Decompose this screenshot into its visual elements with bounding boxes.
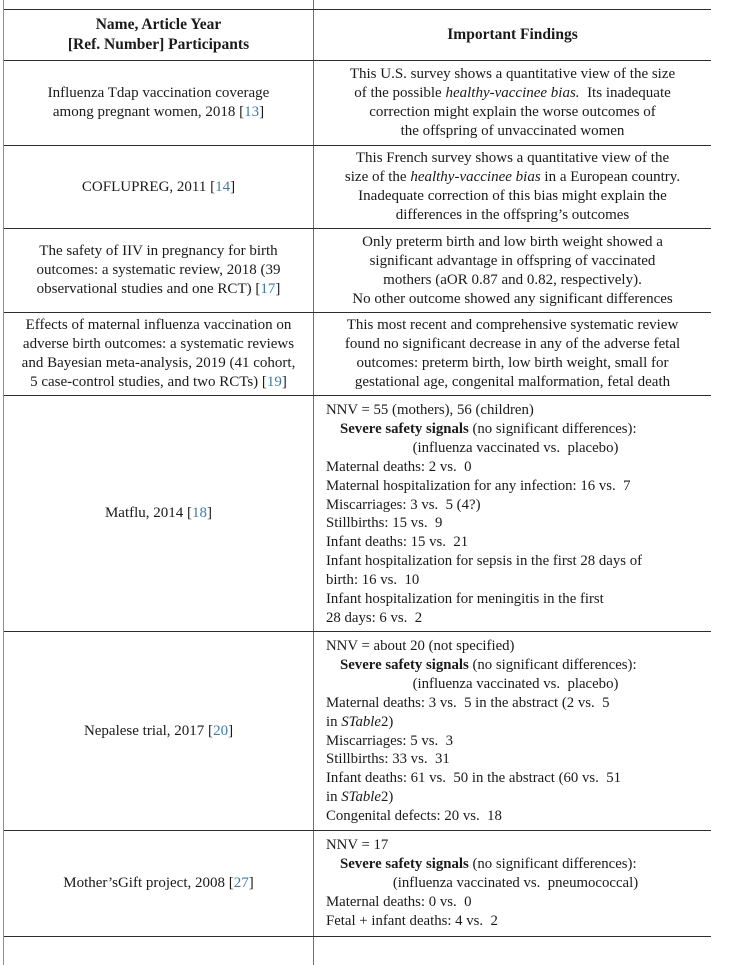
text-segment: birth: 16 vs. 10 [326,572,420,589]
text-segment: NNV = about 20 (not specified) [326,638,515,654]
text-line [316,84,709,103]
text-line [326,912,705,931]
text-segment: Congenital defects: 20 vs. 18 [326,808,502,825]
reference-link[interactable]: 14 [215,178,231,195]
study-cell [4,61,314,145]
text-segment: ] [230,178,236,195]
text-segment: ] [281,374,287,390]
table-row-sliver [4,0,711,9]
text-segment: Infant hospitalization for sepsis in the first 28 days of [326,553,643,570]
text-segment: Effects of maternal influenza vaccination on [25,317,292,333]
table-row-iiv-safety-review [4,228,711,312]
text-segment: ] [248,875,254,891]
header-findings-label: Important Findings [447,26,578,43]
text-line [326,855,705,874]
text-line [326,694,705,713]
text-line [39,242,277,261]
text-segment: This French survey shows a quantitative view of the [355,150,670,166]
study-cell [4,313,314,395]
text-segment: and Bayesian meta-analysis, 2019 (41 cohort, [21,355,296,371]
table-row-mothers-gift [4,830,711,936]
text-segment: Its inadequate [579,85,671,101]
text-line [316,65,709,84]
text-line [316,252,709,271]
text-segment: Maternal deaths: 0 vs. 0 [326,893,472,910]
text-line [316,149,709,168]
study-cell [4,146,314,228]
text-line [316,290,709,309]
findings-cell [314,61,711,145]
text-line [23,335,294,354]
text-segment: differences in the offspring’s outcomes [395,207,630,223]
table-row-coflupreg [4,145,711,228]
table-row-nepalese-trial [4,631,711,830]
text-segment: This U.S. survey shows a quantitative view of the size [349,66,676,82]
text-segment: mothers (aOR 0.87 and 0.82, respectively). [383,271,642,288]
text-line [326,533,705,552]
text-line [326,609,705,628]
article-table [3,0,711,965]
text-segment: (influenza vaccinated vs. placebo) [412,439,619,456]
text-segment: adverse birth outcomes: a systematic reviews [22,336,295,352]
text-segment: 28 days: 6 vs. 2 [326,609,423,626]
text-segment: Maternal deaths: 3 vs. 5 in the abstract (2 vs. 5 [326,694,610,711]
header-study-column [4,10,314,60]
table-row-maternal-influenza-meta-analysis [4,312,711,395]
table-row-partial-next-row [4,936,711,965]
reference-link[interactable]: 17 [260,281,276,297]
text-segment: (influenza vaccinated vs. placebo) [412,675,619,692]
findings-cell [314,229,711,312]
findings-cell [314,937,711,965]
text-segment: (no significant differences): [468,855,637,872]
text-line [326,675,705,694]
text-segment: the offspring of unvaccinated women [400,123,625,139]
text-line [316,122,709,141]
text-segment: Maternal deaths: 2 vs. 0 [326,458,472,475]
text-segment: healthy-vaccinee bias [410,169,541,185]
text-line [316,271,709,290]
text-line [326,769,705,788]
text-segment: ] [259,104,265,120]
text-segment: in a European country. [540,169,681,185]
header-findings-column [314,10,711,60]
text-line [326,874,705,893]
text-segment: Miscarriages: 3 vs. 5 (4?) [326,496,481,513]
text-line [63,874,254,893]
text-line [37,261,281,280]
text-line [326,571,705,590]
text-line [84,722,233,741]
text-segment: Matflu, 2014 [ [104,505,193,521]
text-segment: Inadequate correction of this bias might explain the [358,188,667,204]
text-line [326,439,705,458]
text-line [326,732,705,751]
text-segment: Stillbirths: 15 vs. 9 [326,515,443,532]
text-line [326,637,705,656]
text-segment: This most recent and comprehensive systematic review [346,317,679,333]
text-segment: Nepalese trial, 2017 [ [83,722,214,739]
text-line [326,552,705,571]
text-segment: Maternal hospitalization for any infection: 16 vs. 7 [326,477,631,494]
findings-cell [314,831,711,936]
text-segment: Severe safety signals [340,420,469,437]
text-line [326,420,705,439]
text-line [26,316,292,335]
text-segment: Fetal + infant deaths: 4 vs. 2 [326,912,498,929]
text-segment: Mother’sGift project, 2008 [ [63,875,234,891]
text-segment: Severe safety signals [340,855,469,872]
text-segment: No other outcome showed any significant differences [352,290,673,307]
study-cell [4,0,314,9]
header-study-line1: Name, Article Year [95,16,222,33]
findings-cell [314,396,711,631]
text-segment: COFLUPREG, 2011 [ [81,178,216,195]
text-segment: ] [207,505,213,521]
text-line [316,335,709,354]
text-segment: ] [228,722,234,739]
text-segment: Stillbirths: 33 vs. 31 [326,751,450,768]
text-segment: significant advantage in offspring of vaccinated [369,252,656,269]
text-line [326,836,705,855]
study-cell [4,831,314,936]
text-line [82,178,235,197]
text-line [316,206,709,225]
text-line [326,590,705,609]
study-cell [4,229,314,312]
text-segment: size of the [344,169,411,185]
study-cell [4,632,314,830]
text-line [53,103,264,122]
findings-cell [314,0,711,9]
text-line [326,807,705,826]
text-segment: gestational age, congenital malformation, fetal death [354,374,671,390]
text-segment: of the possible [354,85,446,101]
text-segment: STable [341,713,381,730]
text-line [22,354,296,373]
reference-link[interactable]: 18 [192,505,208,521]
header-row [4,9,711,60]
text-line [48,84,270,103]
text-segment: 2) [380,713,394,730]
text-segment: (no significant differences): [468,656,637,673]
text-segment: in [326,713,342,730]
text-segment: Severe safety signals [340,656,469,673]
text-line [326,893,705,912]
text-segment: outcomes: a systematic review, 2018 (39 [36,262,281,278]
reference-link[interactable]: 27 [233,875,249,891]
header-study-line2: [Ref. Number] Participants [67,36,250,53]
text-line [326,713,705,732]
table-row-matflu [4,395,711,631]
text-segment: in [326,789,342,806]
text-segment: healthy-vaccinee bias. [445,85,580,101]
findings-cell [314,146,711,228]
text-line [30,373,287,392]
text-line [316,187,709,206]
reference-link[interactable]: 13 [244,104,260,120]
text-segment: Infant deaths: 61 vs. 50 in the abstract (60 vs. 51 [326,770,622,787]
text-segment: Infant deaths: 15 vs. 21 [326,534,469,551]
reference-link[interactable]: 20 [213,722,229,739]
text-segment: NNV = 17 [326,837,389,853]
findings-cell [314,313,711,395]
text-line [326,496,705,515]
text-segment: among pregnant women, 2018 [ [52,104,245,120]
text-line [316,233,709,252]
text-line [326,458,705,477]
text-line [316,168,709,187]
text-segment: found no significant decrease in any of the adverse fetal [344,336,681,352]
text-segment: 2) [380,789,394,806]
table-row-influenza-tdap [4,60,711,145]
findings-cell [314,632,711,830]
text-line [316,373,709,392]
text-segment: ] [275,281,281,297]
text-segment: Only preterm birth and low birth weight showed a [362,233,663,250]
text-segment: outcomes: preterm birth, low birth weight, small for [356,355,669,371]
text-line [316,354,709,373]
text-line [37,280,281,299]
text-line [326,514,705,533]
text-segment: NNV = 55 (mothers), 56 (children) [326,402,534,418]
study-cell [4,396,314,631]
text-segment: (no significant differences): [468,420,637,437]
text-segment: (influenza vaccinated vs. pneumococcal) [392,874,639,891]
text-segment: 5 case-control studies, and two RCTs) [ [30,374,267,390]
reference-link[interactable]: 19 [266,374,282,390]
text-segment: STable [341,789,381,806]
text-line [316,103,709,122]
text-line [326,401,705,420]
text-line [326,656,705,675]
text-segment: Infant hospitalization for meningitis in the first [326,591,604,608]
text-line [326,788,705,807]
text-line [326,477,705,496]
text-line [326,750,705,769]
text-line [105,504,212,523]
text-line [316,316,709,335]
text-segment: observational studies and one RCT) [ [36,281,261,297]
text-segment: Influenza Tdap vaccination coverage [47,85,270,101]
study-cell [4,937,314,965]
text-segment: correction might explain the worse outcomes of [369,104,656,120]
text-segment: The safety of IIV in pregnancy for birth [39,243,278,259]
text-segment: Miscarriages: 5 vs. 3 [326,732,453,749]
